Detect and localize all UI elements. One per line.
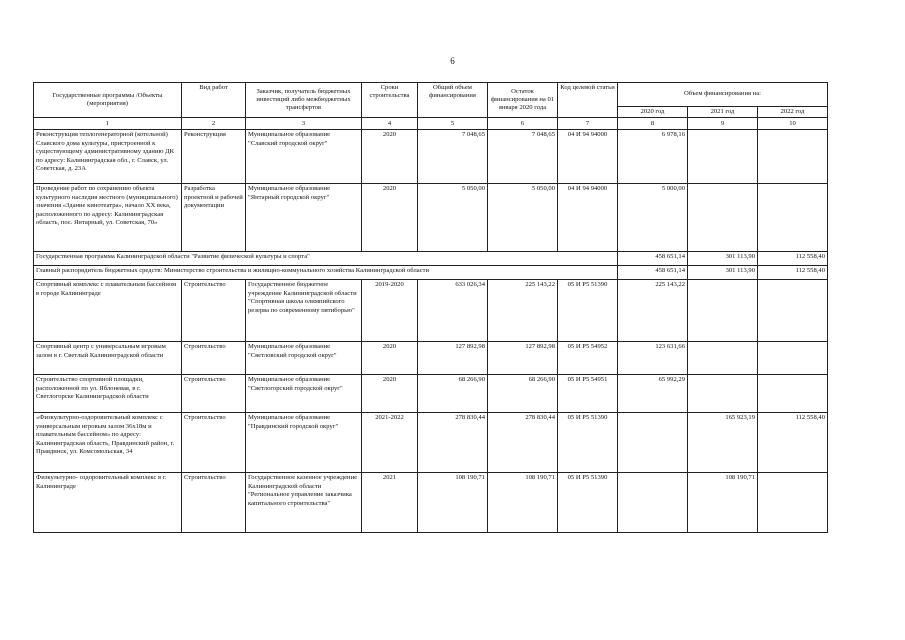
col-number: 5 (418, 118, 488, 130)
term: 2020 (362, 375, 418, 413)
total: 633 026,34 (418, 280, 488, 342)
object-name: Физкультурно- оздоровительный комплекс в г. Калининграде (34, 473, 182, 533)
customer: Государственное бюджетное учреждение Калининградской области "Спортивная школа олимпийского резерва по современному пятиборью" (246, 280, 362, 342)
term: 2020 (362, 184, 418, 252)
total: 7 048,65 (418, 130, 488, 184)
object-name: Проведение работ по сохранению объекта культурного наследия местного (муниципального) значения «Здание кинотеатра», начало XX века, расположенного по адресу: Калининградская область, пос. Янтарный, ул. Советская, 70» (34, 184, 182, 252)
header-remainder: Остаток финансирования на 01 января 2020 года (488, 83, 558, 118)
remainder: 7 048,65 (488, 130, 558, 184)
amount-2021: 108 190,71 (688, 473, 758, 533)
manager-2020: 458 651,14 (618, 266, 688, 280)
financing-table (33, 82, 828, 533)
amount-2021 (688, 184, 758, 252)
amount-2022: 112 558,40 (758, 413, 828, 473)
table-row (34, 184, 828, 252)
target-code: 05 И Р5 54951 (558, 375, 618, 413)
header-term: Сроки строительства (362, 83, 418, 118)
header-code: Код целевой статьи (558, 83, 618, 118)
customer: Муниципальное образование "Светлогорский городской округ" (246, 375, 362, 413)
header-financing-group: Объем финансирования на: (618, 83, 828, 107)
amount-2020 (618, 473, 688, 533)
table-row (34, 375, 828, 413)
remainder: 5 050,00 (488, 184, 558, 252)
remainder: 108 190,71 (488, 473, 558, 533)
work-type: Строительство (182, 342, 246, 375)
object-name: Спортивный центр с универсальным игровым залом в г. Светлый Калининградской области (34, 342, 182, 375)
object-name: «Физкультурно-оздоровительный комплекс с универсальным игровым залом 36х18м и плавательным бассейном» по адресу: Калининградская область, Правдинский район, г. Правдинск, ул. Комсомольская, 34 (34, 413, 182, 473)
header-2022: 2022 год (758, 107, 828, 118)
col-number: 2 (182, 118, 246, 130)
header-work-type: Вид работ (182, 83, 246, 118)
remainder: 68 266,90 (488, 375, 558, 413)
target-code: 04 И 94 94000 (558, 184, 618, 252)
amount-2021: 165 923,19 (688, 413, 758, 473)
col-number: 6 (488, 118, 558, 130)
term: 2020 (362, 342, 418, 375)
term: 2021 (362, 473, 418, 533)
table-row (34, 342, 828, 375)
remainder: 278 830,44 (488, 413, 558, 473)
object-name: Спортивный комплекс с плавательным бассейном в городе Калининграде (34, 280, 182, 342)
customer: Муниципальное образование "Правдинский городской округ" (246, 413, 362, 473)
work-type: Строительство (182, 473, 246, 533)
customer: Государственное казенное учреждение Калининградской области "Региональное управление заказчика капитального строительства" (246, 473, 362, 533)
header-2020: 2020 год (618, 107, 688, 118)
target-code: 05 И Р5 51390 (558, 473, 618, 533)
term: 2021-2022 (362, 413, 418, 473)
manager-2021: 301 113,90 (688, 266, 758, 280)
table-row (34, 130, 828, 184)
work-type: Строительство (182, 375, 246, 413)
table-row (34, 413, 828, 473)
remainder: 225 143,22 (488, 280, 558, 342)
target-code: 04 И 94 94000 (558, 130, 618, 184)
manager-row (34, 266, 828, 280)
col-number: 9 (688, 118, 758, 130)
col-number: 7 (558, 118, 618, 130)
amount-2020: 65 992,29 (618, 375, 688, 413)
amount-2022 (758, 280, 828, 342)
table-row (34, 473, 828, 533)
customer: Муниципальное образование "Славский городской округ" (246, 130, 362, 184)
amount-2021 (688, 375, 758, 413)
amount-2021 (688, 342, 758, 375)
total: 108 190,71 (418, 473, 488, 533)
col-number: 3 (246, 118, 362, 130)
program-2021: 301 113,90 (688, 252, 758, 266)
amount-2020: 225 143,22 (618, 280, 688, 342)
customer: Муниципальное образование "Янтарный городской округ" (246, 184, 362, 252)
amount-2020 (618, 413, 688, 473)
target-code: 05 И Р5 54952 (558, 342, 618, 375)
amount-2022 (758, 184, 828, 252)
term: 2019-2020 (362, 280, 418, 342)
term: 2020 (362, 130, 418, 184)
col-number: 10 (758, 118, 828, 130)
col-number: 8 (618, 118, 688, 130)
customer: Муниципальное образование "Светловский городской округ" (246, 342, 362, 375)
object-name: Реконструкция теплогенераторной (котельной) Славского дома культуры, пристроенной к существующему административному зданию ДК по адресу: Калининградская обл., г. Славск, ул. Советская, д. 23А (34, 130, 182, 184)
manager-2022: 112 558,40 (758, 266, 828, 280)
work-type: Реконструкция (182, 130, 246, 184)
page-number: 6 (450, 56, 455, 66)
amount-2020: 123 631,66 (618, 342, 688, 375)
table-row (34, 280, 828, 342)
remainder: 127 892,98 (488, 342, 558, 375)
work-type: Разработка проектной и рабочей документации (182, 184, 246, 252)
work-type: Строительство (182, 280, 246, 342)
amount-2021 (688, 130, 758, 184)
total: 278 830,44 (418, 413, 488, 473)
header-customer: Заказчик, получатель бюджетных инвестиций либо межбюджетных трансфертов (246, 83, 362, 118)
target-code: 05 И Р5 51390 (558, 413, 618, 473)
amount-2022 (758, 342, 828, 375)
program-2022: 112 558,40 (758, 252, 828, 266)
amount-2020: 6 978,16 (618, 130, 688, 184)
col-number: 1 (34, 118, 182, 130)
header-objects: Государственные программы /Объекты (мероприятия) (34, 83, 182, 118)
header-2021: 2021 год (688, 107, 758, 118)
amount-2020: 5 000,00 (618, 184, 688, 252)
target-code: 05 И Р5 51390 (558, 280, 618, 342)
object-name: Строительство спортивной площадки, расположенной по ул. Яблоневая, в г. Светлогорске Калининградской области (34, 375, 182, 413)
program-2020: 458 651,14 (618, 252, 688, 266)
total: 127 892,98 (418, 342, 488, 375)
col-number: 4 (362, 118, 418, 130)
program-title: Государственная программа Калининградской области "Развитие физической культуры и спорта" (34, 252, 618, 266)
work-type: Строительство (182, 413, 246, 473)
amount-2021 (688, 280, 758, 342)
header-total: Общий объем финансирования (418, 83, 488, 118)
amount-2022 (758, 130, 828, 184)
amount-2022 (758, 473, 828, 533)
column-numbers-row (34, 118, 828, 130)
total: 68 266,90 (418, 375, 488, 413)
manager-title: Главный распорядитель бюджетных средств: Министерство строительства и жилищно-коммунального хозяйства Калининградской области (34, 266, 618, 280)
amount-2022 (758, 375, 828, 413)
program-row (34, 252, 828, 266)
total: 5 050,00 (418, 184, 488, 252)
